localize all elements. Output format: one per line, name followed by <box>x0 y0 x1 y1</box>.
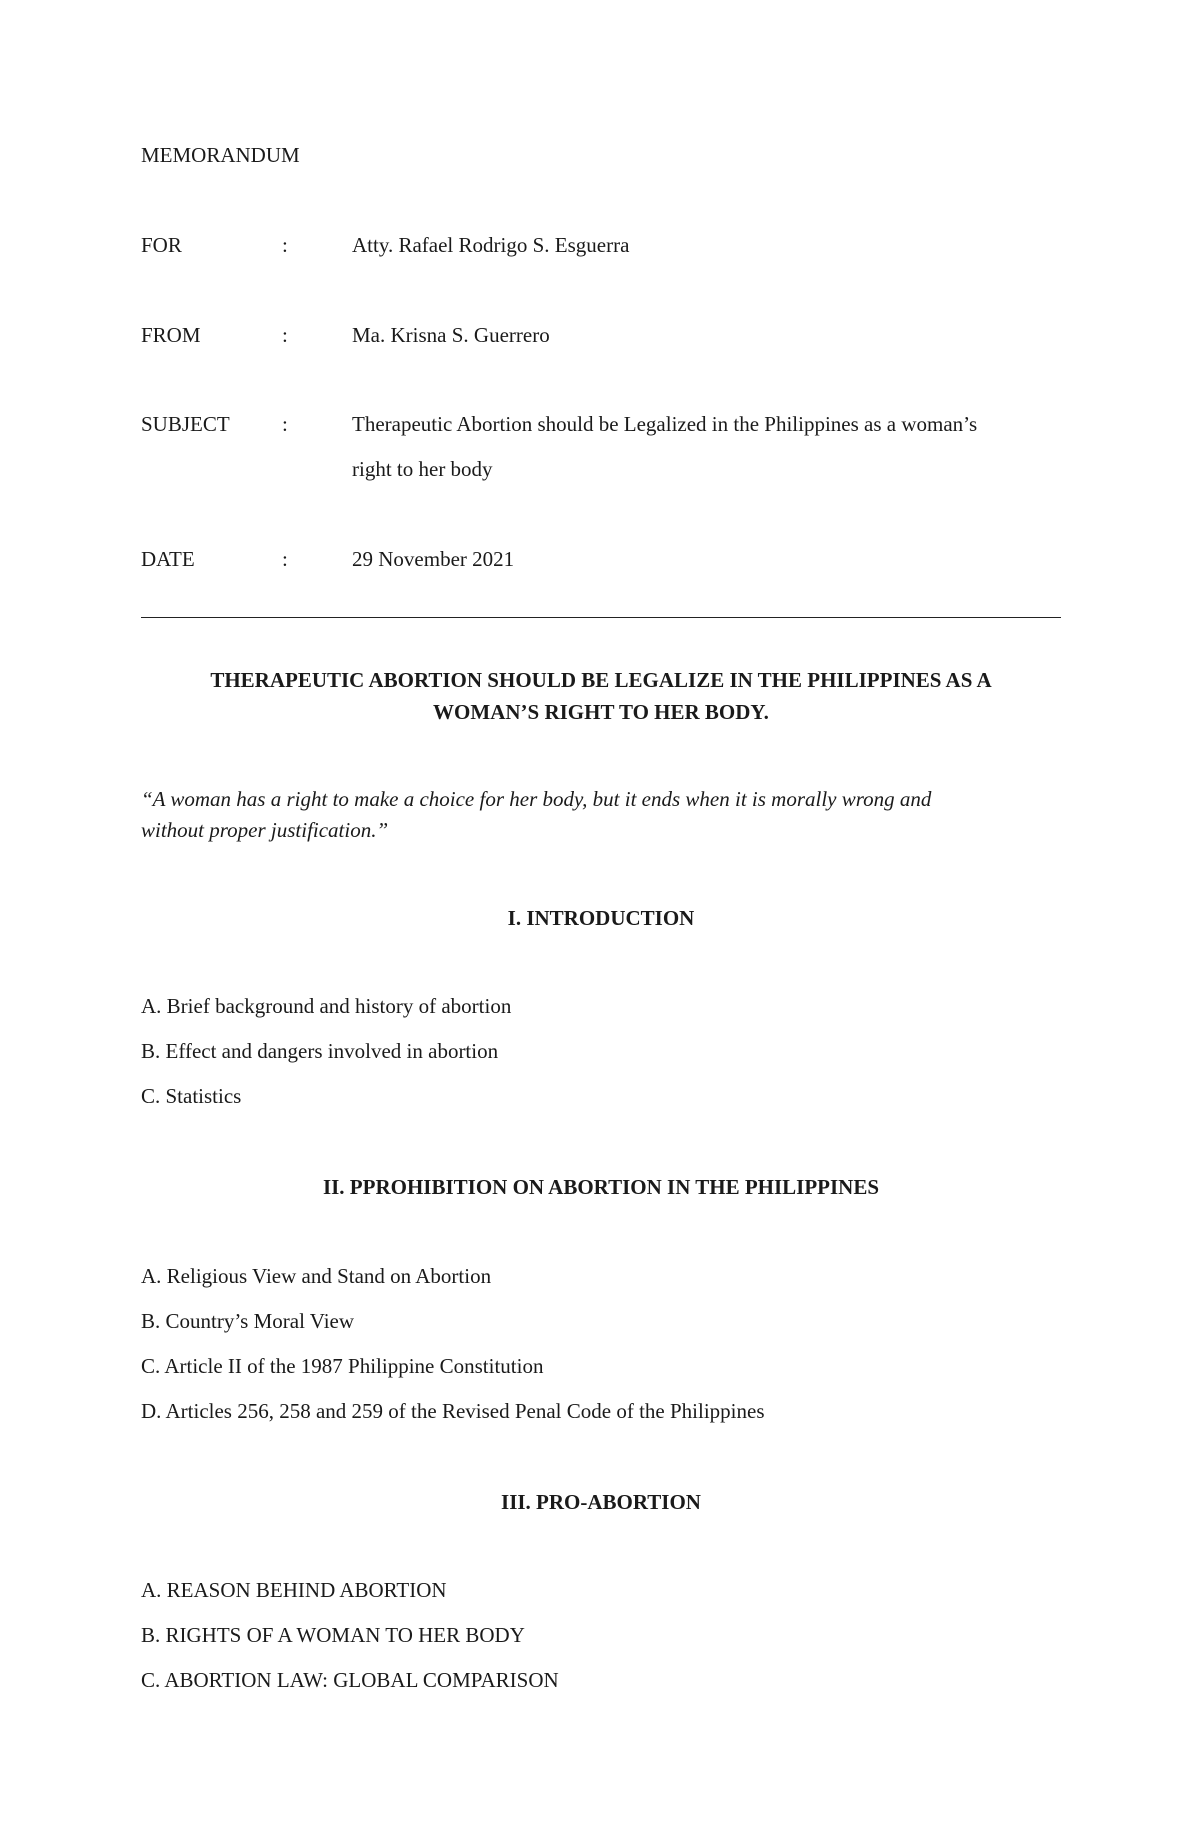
for-colon: : <box>282 233 288 257</box>
date-label: DATE <box>141 547 195 571</box>
list-item: A. Religious View and Stand on Abortion <box>141 1264 492 1288</box>
for-label: FOR <box>141 233 182 257</box>
section-heading-pro-abortion: III. PRO-ABORTION <box>501 1490 701 1514</box>
section-heading-prohibition: II. PPROHIBITION ON ABORTION IN THE PHILIPPINES <box>322 1175 880 1199</box>
subject-colon: : <box>282 412 288 436</box>
document-title-line1: THERAPEUTIC ABORTION SHOULD BE LEGALIZE IN THE PHILIPPINES AS A <box>210 668 992 692</box>
date-colon: : <box>282 547 288 571</box>
list-item: C. Article II of the 1987 Philippine Constitution <box>141 1354 544 1378</box>
from-value: Ma. Krisna S. Guerrero <box>352 323 550 347</box>
list-item: B. Effect and dangers involved in abortion <box>141 1039 499 1063</box>
list-item: A. Brief background and history of abortion <box>141 994 512 1018</box>
memo-heading: MEMORANDUM <box>141 143 300 167</box>
list-item: B. Country’s Moral View <box>141 1309 355 1333</box>
document-title-line2: WOMAN’S RIGHT TO HER BODY. <box>433 700 769 724</box>
horizontal-rule <box>141 617 1061 618</box>
list-item: B. RIGHTS OF A WOMAN TO HER BODY <box>141 1623 525 1647</box>
document-title <box>141 664 1061 728</box>
epigraph-quote <box>141 784 1061 846</box>
list-item: D. Articles 256, 258 and 259 of the Revised Penal Code of the Philippines <box>141 1399 765 1423</box>
section-heading-introduction: I. INTRODUCTION <box>507 906 695 930</box>
subject-label: SUBJECT <box>141 412 230 436</box>
list-item: C. ABORTION LAW: GLOBAL COMPARISON <box>141 1668 559 1692</box>
epigraph-quote-line1: “A woman has a right to make a choice for her body, but it ends when it is morally wrong and <box>141 787 932 811</box>
epigraph-quote-line2: without proper justification.” <box>141 818 389 842</box>
from-colon: : <box>282 323 288 347</box>
list-item: A. REASON BEHIND ABORTION <box>141 1578 447 1602</box>
for-value: Atty. Rafael Rodrigo S. Esguerra <box>352 233 630 257</box>
subject-value-line2: right to her body <box>352 457 493 481</box>
subject-value-line1: Therapeutic Abortion should be Legalized in the Philippines as a woman’s <box>352 412 978 436</box>
date-value: 29 November 2021 <box>352 547 515 571</box>
from-label: FROM <box>141 323 201 347</box>
list-item: C. Statistics <box>141 1084 242 1108</box>
